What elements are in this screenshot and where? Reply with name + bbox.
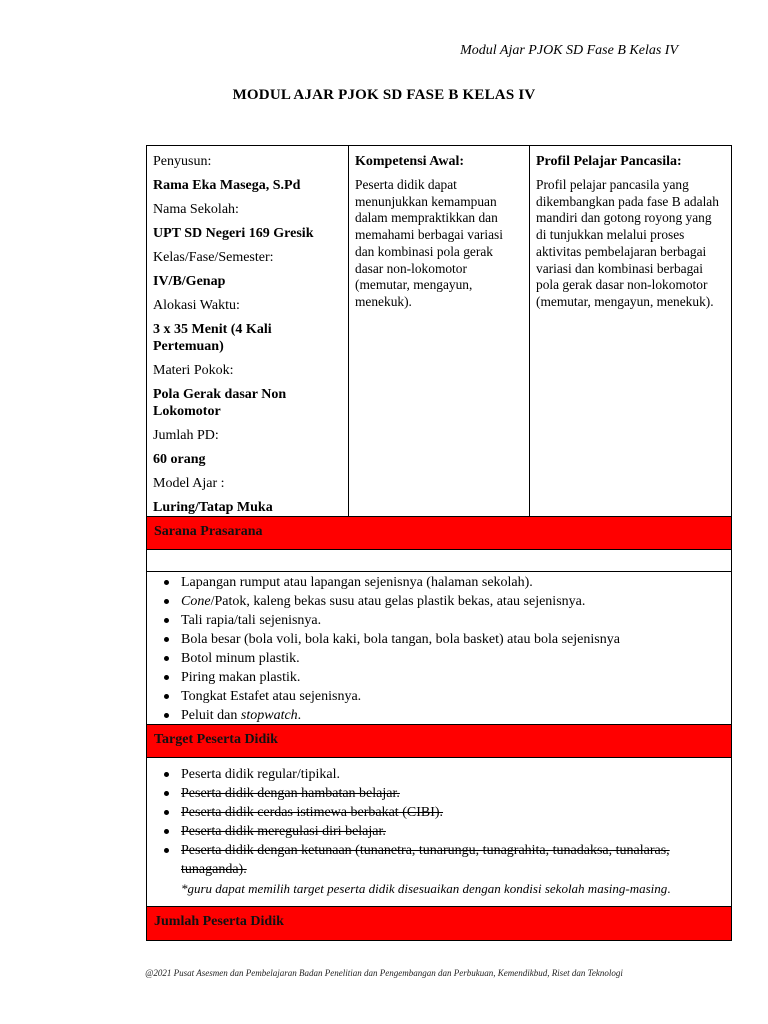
target-note: *guru dapat memilih target peserta didik disesuaikan dengan kondisi sekolah masing-masing. (181, 881, 671, 896)
sarana-item: Tali rapia/tali sejenisnya. (153, 611, 724, 630)
sarana-list-cell (147, 572, 731, 725)
sarana-item: Piring makan plastik. (153, 668, 724, 687)
sarana-section-header: Sarana Prasarana (147, 517, 731, 550)
jumlah-value: 60 orang (153, 452, 206, 467)
target-item-struck: Peserta didik meregulasi diri belajar. (153, 822, 724, 841)
running-header: Modul Ajar PJOK SD Fase B Kelas IV (460, 43, 678, 58)
target-section-header: Target Peserta Didik (147, 725, 731, 758)
materi-label: Materi Pokok: (153, 363, 234, 378)
empty-row (147, 550, 731, 572)
kompetensi-body: Peserta didik dapat menunjukkan kemampuan dalam mempraktikkan dan memahami berbagai variasi dan kombinasi pola gerak dasar non-lokomotor (memutar, mengayun, menekuk). (355, 177, 503, 309)
kompetensi-column (349, 146, 530, 516)
identity-column (147, 146, 349, 516)
sarana-list (153, 573, 724, 725)
kelas-label: Kelas/Fase/Semester: (153, 250, 274, 265)
kelas-value: IV/B/Genap (153, 274, 226, 289)
sekolah-value: UPT SD Negeri 169 Gresik (153, 226, 314, 241)
sarana-item: Tongkat Estafet atau sejenisnya. (153, 687, 724, 706)
profil-body: Profil pelajar pancasila yang dikembangkan pada fase B adalah mandiri dan gotong royong yang di tunjukkan melalui proses aktivitas pembelajaran berbagai variasi dan kombinasi berbagai pola gerak dasar non-lokomotor (memutar, mengayun, menekuk). (536, 177, 719, 309)
target-list (153, 765, 724, 879)
profil-heading: Profil Pelajar Pancasila: (536, 154, 682, 169)
alokasi-label: Alokasi Waktu: (153, 298, 240, 313)
sarana-item (153, 592, 724, 611)
sarana-item-start: Peluit dan (181, 708, 241, 723)
penyusun-value: Rama Eka Masega, S.Pd (153, 178, 301, 193)
jumlah-label: Jumlah PD: (153, 428, 219, 443)
sarana-item: Botol minum plastik. (153, 649, 724, 668)
sarana-item-end: . (297, 708, 302, 723)
sarana-item: Bola besar (bola voli, bola kaki, bola tangan, bola basket) atau bola sejenisnya (153, 630, 724, 649)
target-item-struck: Peserta didik dengan ketunaan (tunanetra, tunarungu, tunagrahita, tunadaksa, tunalaras, tunaganda). (153, 841, 724, 879)
jumlah-section-header: Jumlah Peserta Didik (147, 907, 731, 940)
materi-value: Pola Gerak dasar Non Lokomotor (153, 387, 287, 419)
target-item-struck: Peserta didik dengan hambatan belajar. (153, 784, 724, 803)
penyusun-label: Penyusun: (153, 154, 212, 169)
kompetensi-heading: Kompetensi Awal: (355, 154, 465, 169)
sarana-item-italic: stopwatch (240, 708, 298, 723)
target-item: Peserta didik regular/tipikal. (153, 765, 724, 784)
page-footer: @2021 Pusat Asesmen dan Pembelajaran Badan Penelitian dan Pengembangan dan Perbukuan, Kemendikbud, Riset dan Teknologi (145, 968, 623, 978)
target-note-text: *guru dapat memilih target peserta didik disesuaikan dengan kondisi sekolah masing-masing (181, 881, 668, 896)
sarana-item-rest: /Patok, kaleng bekas susu atau gelas plastik bekas, atau sejenisnya. (210, 594, 586, 609)
target-item-struck: Peserta didik cerdas istimewa berbakat (CIBI). (153, 803, 724, 822)
model-label: Model Ajar : (153, 476, 225, 491)
document-title: MODUL AJAR PJOK SD FASE B KELAS IV (232, 87, 536, 103)
module-table (146, 145, 732, 941)
target-list-cell (147, 758, 731, 907)
sekolah-label: Nama Sekolah: (153, 202, 239, 217)
sarana-item (153, 706, 724, 725)
sarana-item: Lapangan rumput atau lapangan sejenisnya (halaman sekolah). (153, 573, 724, 592)
identity-row (147, 146, 731, 517)
alokasi-value: 3 x 35 Menit (4 Kali Pertemuan) (153, 322, 272, 354)
sarana-item-italic: Cone (181, 594, 211, 609)
model-value: Luring/Tatap Muka (153, 500, 273, 515)
profil-column (530, 146, 731, 516)
